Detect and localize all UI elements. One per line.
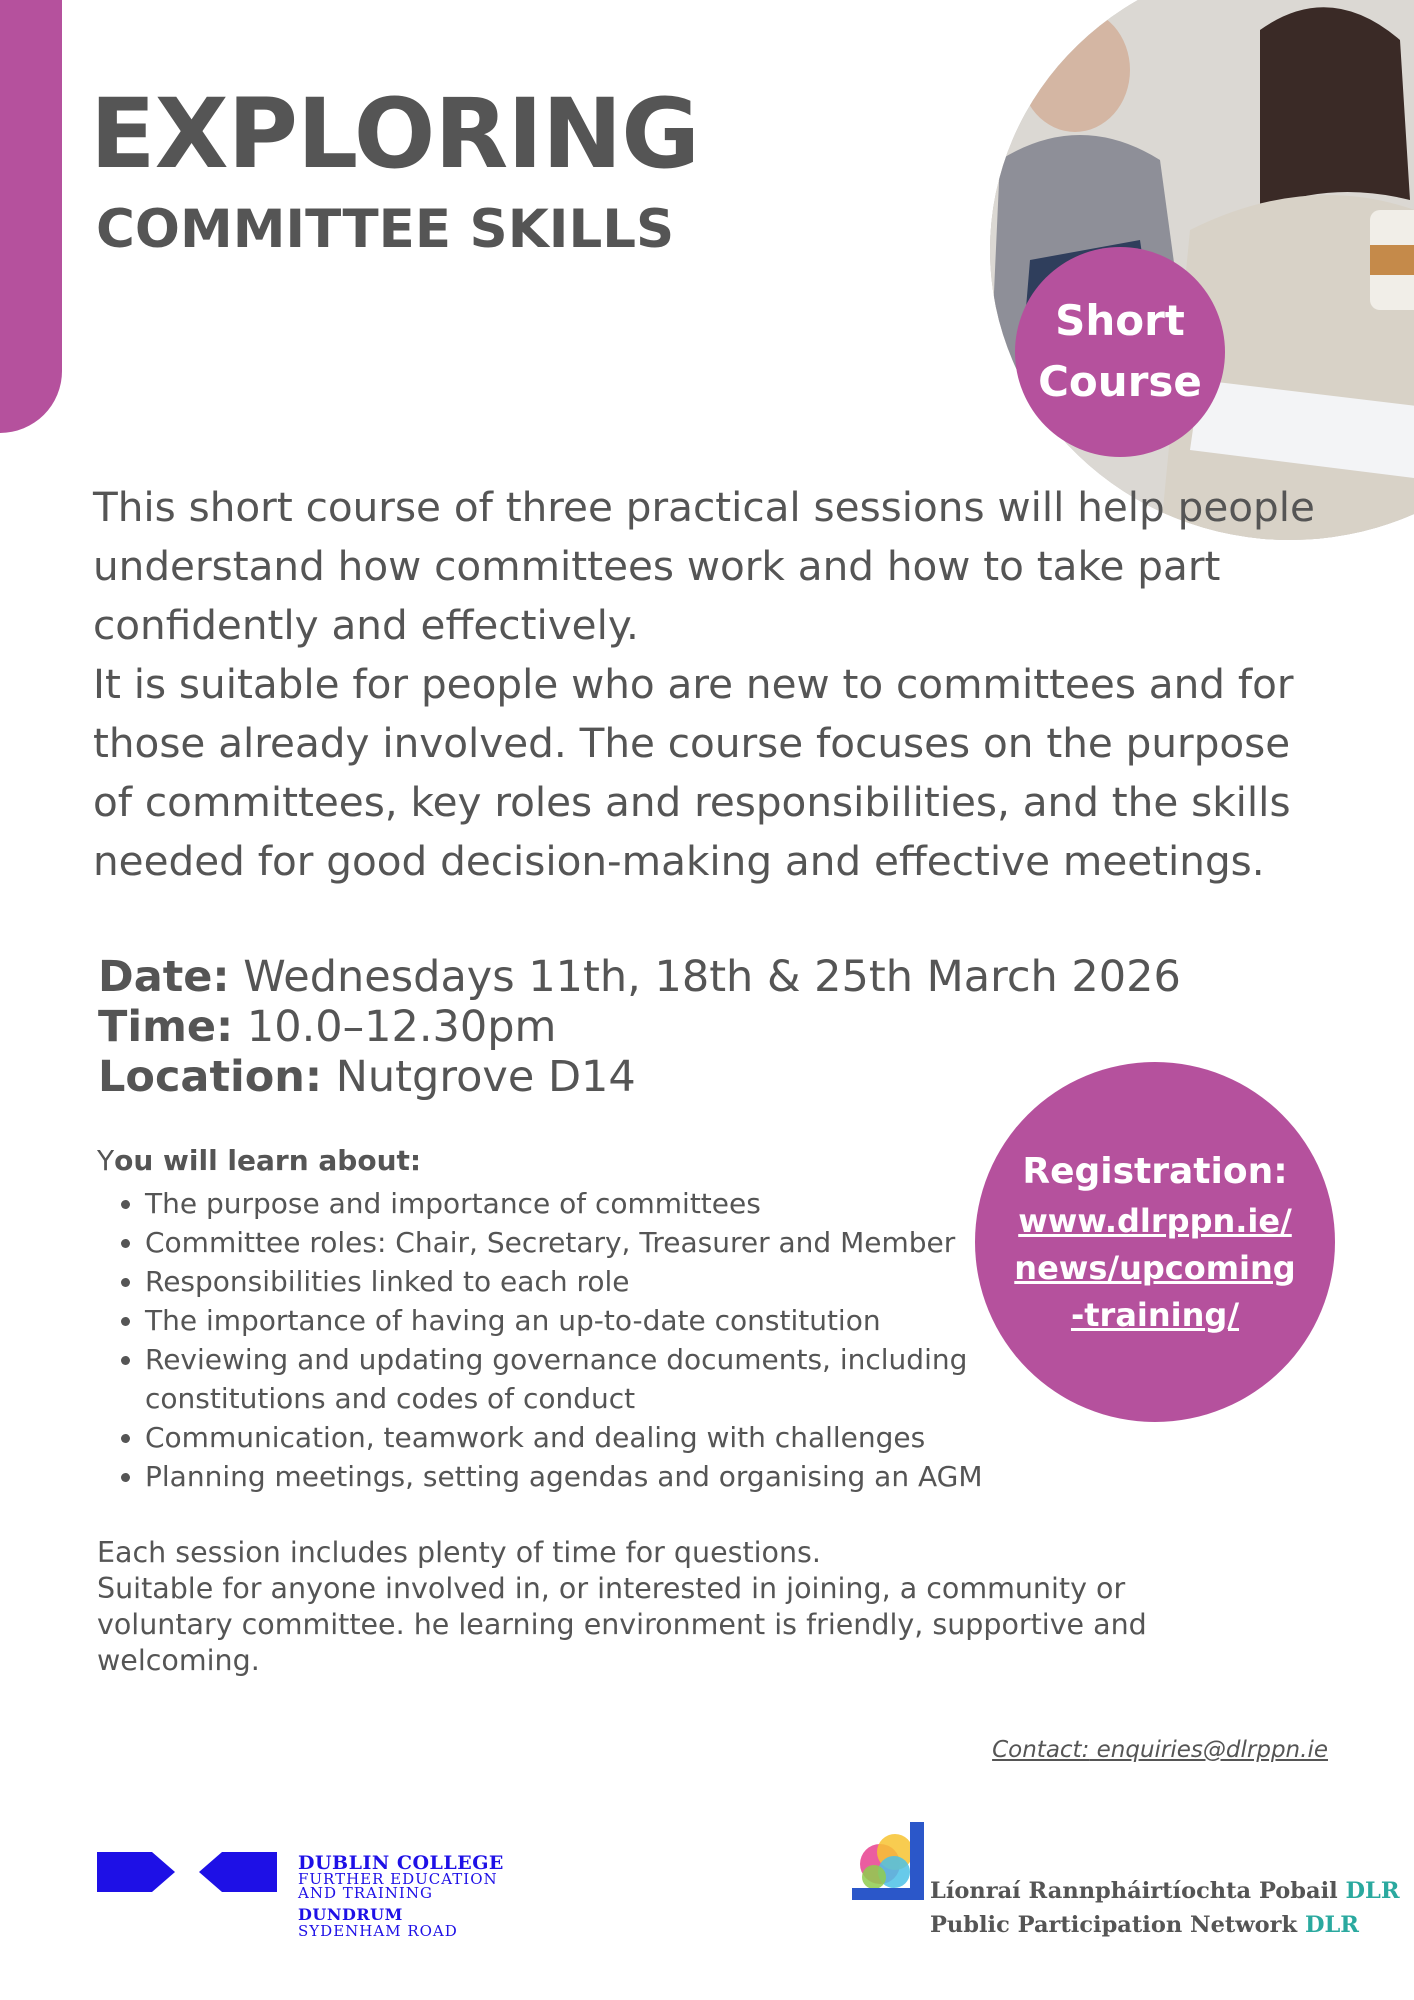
closing-paragraph-1: Each session includes plenty of time for questions. (97, 1536, 821, 1569)
badge-line1: Short (1055, 296, 1185, 346)
ppn-line1 (930, 1874, 1400, 1908)
page-subtitle: COMMITTEE SKILLS (96, 199, 675, 260)
learn-heading-rest: ou will learn about: (114, 1144, 422, 1177)
short-course-badge (1015, 247, 1225, 457)
list-item: • The purpose and importance of committees (145, 1184, 1005, 1223)
time-row (98, 1002, 1181, 1052)
learn-heading-first: Y (97, 1144, 115, 1177)
accent-bar (0, 0, 62, 433)
contact-line (992, 1737, 1328, 1763)
course-details (98, 952, 1181, 1102)
dublin-college-logo-icon (97, 1850, 277, 1898)
learning-outcomes (97, 1142, 1005, 1496)
list-item: • Communication, teamwork and dealing with challenges (145, 1418, 1005, 1457)
dublin-college-text (298, 1854, 504, 1938)
registration-badge (975, 1062, 1335, 1422)
ppn-text (930, 1874, 1400, 1942)
college-line5: SYDENHAM ROAD (298, 1922, 458, 1940)
ppn-dlr-2: DLR (1304, 1912, 1359, 1938)
intro-text (93, 478, 1333, 891)
list-item: • Reviewing and updating governance documents, including constitutions and codes of conduct (145, 1340, 1005, 1418)
registration-title: Registration: (1022, 1150, 1288, 1192)
location-row (98, 1052, 1181, 1102)
time-label: Time: (98, 1002, 234, 1052)
ppn-irish-name: Líonraí Rannpháirtíochta Pobail (930, 1878, 1346, 1904)
intro-paragraph-2: It is suitable for people who are new to committees and for those already involved. The course focuses on the purpose of committees, key roles and responsibilities, and the skills needed for good decision-making and effective meetings. (93, 660, 1294, 885)
date-label: Date: (98, 952, 230, 1002)
location-label: Location: (98, 1052, 323, 1102)
college-campus: DUNDRUM (298, 1905, 403, 1924)
ppn-english-name: Public Participation Network (930, 1912, 1305, 1938)
closing-text (97, 1535, 1197, 1679)
date-row (98, 952, 1181, 1002)
list-item: • Committee roles: Chair, Secretary, Treasurer and Member (145, 1223, 1005, 1262)
closing-paragraph-2: Suitable for anyone involved in, or interested in joining, a community or voluntary committee. he learning environment is friendly, supportive and welcoming. (97, 1572, 1147, 1677)
list-item: • Responsibilities linked to each role (145, 1262, 1005, 1301)
page-title: EXPLORING (90, 78, 700, 190)
college-name: DUBLIN COLLEGE (298, 1852, 504, 1874)
college-line2: FURTHER EDUCATION (298, 1870, 498, 1888)
list-item: • The importance of having an up-to-date constitution (145, 1301, 1005, 1340)
ppn-dlr-1: DLR (1345, 1878, 1400, 1904)
ppn-logo-icon (850, 1822, 925, 1906)
registration-link[interactable]: www.dlrppn.ie/news/upcoming-training/ (1014, 1201, 1296, 1334)
time-value: 10.0–12.30pm (233, 1002, 557, 1052)
badge-line2: Course (1038, 357, 1202, 406)
date-value: Wednesdays 11th, 18th & 25th March 2026 (229, 952, 1181, 1002)
location-value: Nutgrove D14 (322, 1052, 636, 1102)
contact-label: Contact: (992, 1737, 1090, 1763)
list-item: • Planning meetings, setting agendas and organising an AGM (145, 1457, 1005, 1496)
learn-heading (97, 1142, 1005, 1180)
ppn-line2 (930, 1908, 1400, 1942)
college-line3: AND TRAINING (298, 1884, 433, 1902)
contact-email[interactable]: enquiries@dlrppn.ie (1089, 1737, 1328, 1763)
learn-list (97, 1184, 1005, 1496)
intro-paragraph-1: This short course of three practical sessions will help people understand how committees work and how to take part confidently and effectively. (93, 483, 1315, 649)
